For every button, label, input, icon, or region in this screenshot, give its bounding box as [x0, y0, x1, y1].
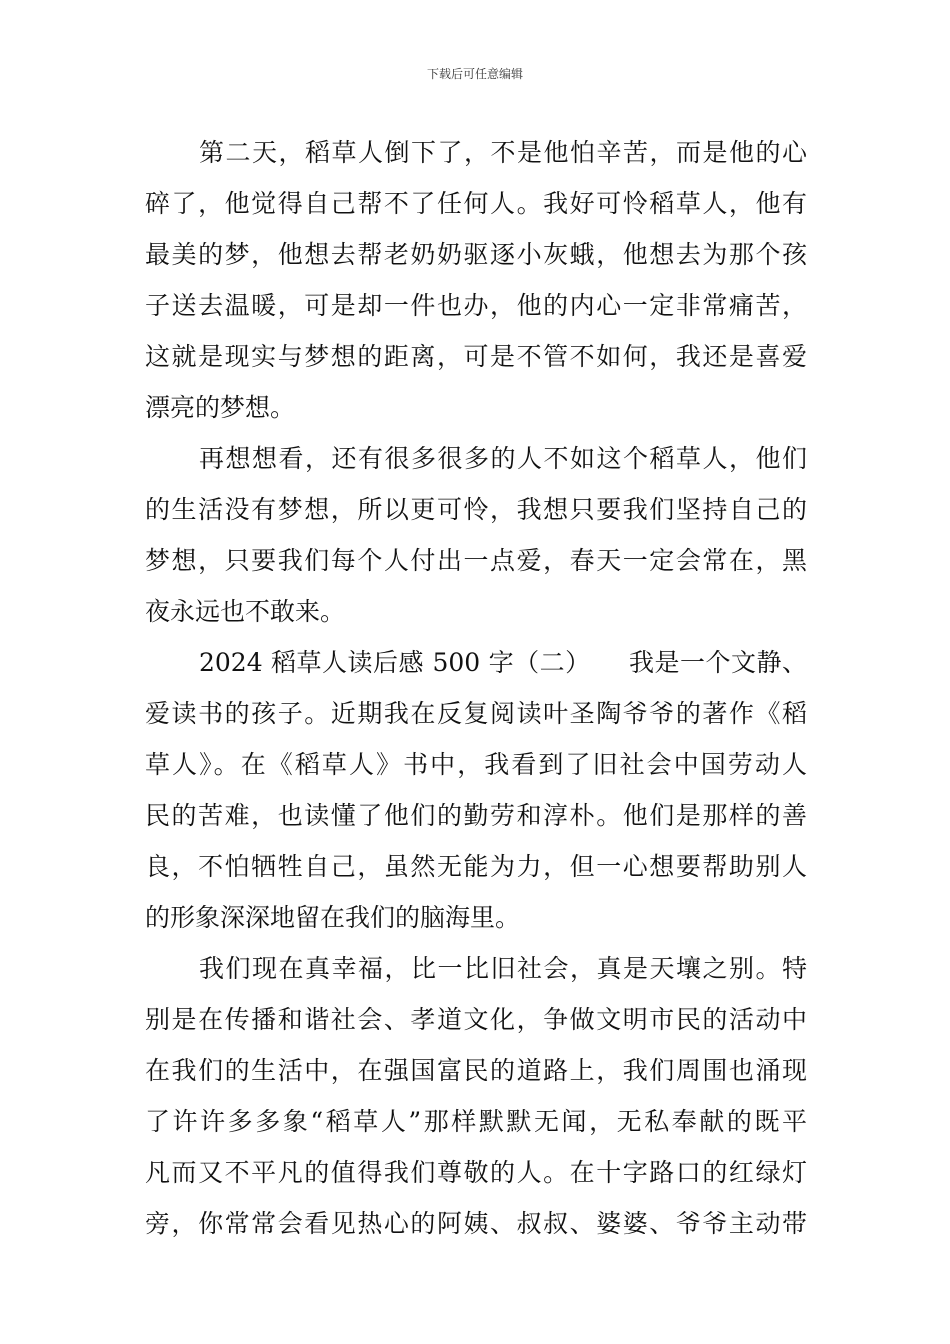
- page-header: 下载后可任意编辑: [426, 67, 523, 81]
- text-line: 再想想看，还有很多很多的人不如这个稻草人，他们: [199, 444, 807, 473]
- document-body: [145, 130, 807, 1252]
- text-line: 良，不怕牺牲自己，虽然无能为力，但一心想要帮助别人: [145, 852, 807, 881]
- text-line: 这就是现实与梦想的距离，可是不管不如何，我还是喜爱: [145, 342, 807, 371]
- text-line: 漂亮的梦想。: [145, 393, 296, 422]
- text-line: 爱读书的孩子。近期我在反复阅读叶圣陶爷爷的著作《稻: [145, 699, 807, 728]
- text-line: 的形象深深地留在我们的脑海里。: [145, 903, 521, 932]
- text-line: 子送去温暖，可是却一件也办，他的内心一定非常痛苦，: [145, 291, 807, 320]
- text-line: 旁，你常常会看见热心的阿姨、叔叔、婆婆、爷爷主动带: [145, 1209, 807, 1238]
- text-line: 梦想，只要我们每个人付出一点爱，春天一定会常在，黑: [145, 546, 807, 575]
- text-line: 草人》。在《稻草人》书中，我看到了旧社会中国劳动人: [145, 750, 807, 779]
- text-line: 夜永远也不敢来。: [145, 597, 346, 626]
- text-line: 我们现在真幸福，比一比旧社会，真是天壤之别。特: [199, 954, 807, 983]
- text-line: 最美的梦，他想去帮老奶奶驱逐小灰蛾，他想去为那个孩: [145, 240, 807, 269]
- text-line: 民的苦难，也读懂了他们的勤劳和淳朴。他们是那样的善: [145, 801, 807, 830]
- text-line: 的生活没有梦想，所以更可怜，我想只要我们坚持自己的: [145, 495, 807, 524]
- section-heading-line: 2024 稻草人读后感 500 字（二） 我是一个文静、: [199, 648, 807, 677]
- text-line: 别是在传播和谐社会、孝道文化，争做文明市民的活动中: [145, 1005, 807, 1034]
- text-line: 在我们的生活中，在强国富民的道路上，我们周围也涌现: [145, 1056, 807, 1085]
- text-line: 碎了，他觉得自己帮不了任何人。我好可怜稻草人，他有: [145, 189, 807, 218]
- text-line: 了许许多多象“稻草人”那样默默无闻，无私奉献的既平: [145, 1107, 807, 1136]
- text-line: 第二天，稻草人倒下了，不是他怕辛苦，而是他的心: [199, 138, 807, 167]
- text-line: 凡而又不平凡的值得我们尊敬的人。在十字路口的红绿灯: [145, 1158, 807, 1187]
